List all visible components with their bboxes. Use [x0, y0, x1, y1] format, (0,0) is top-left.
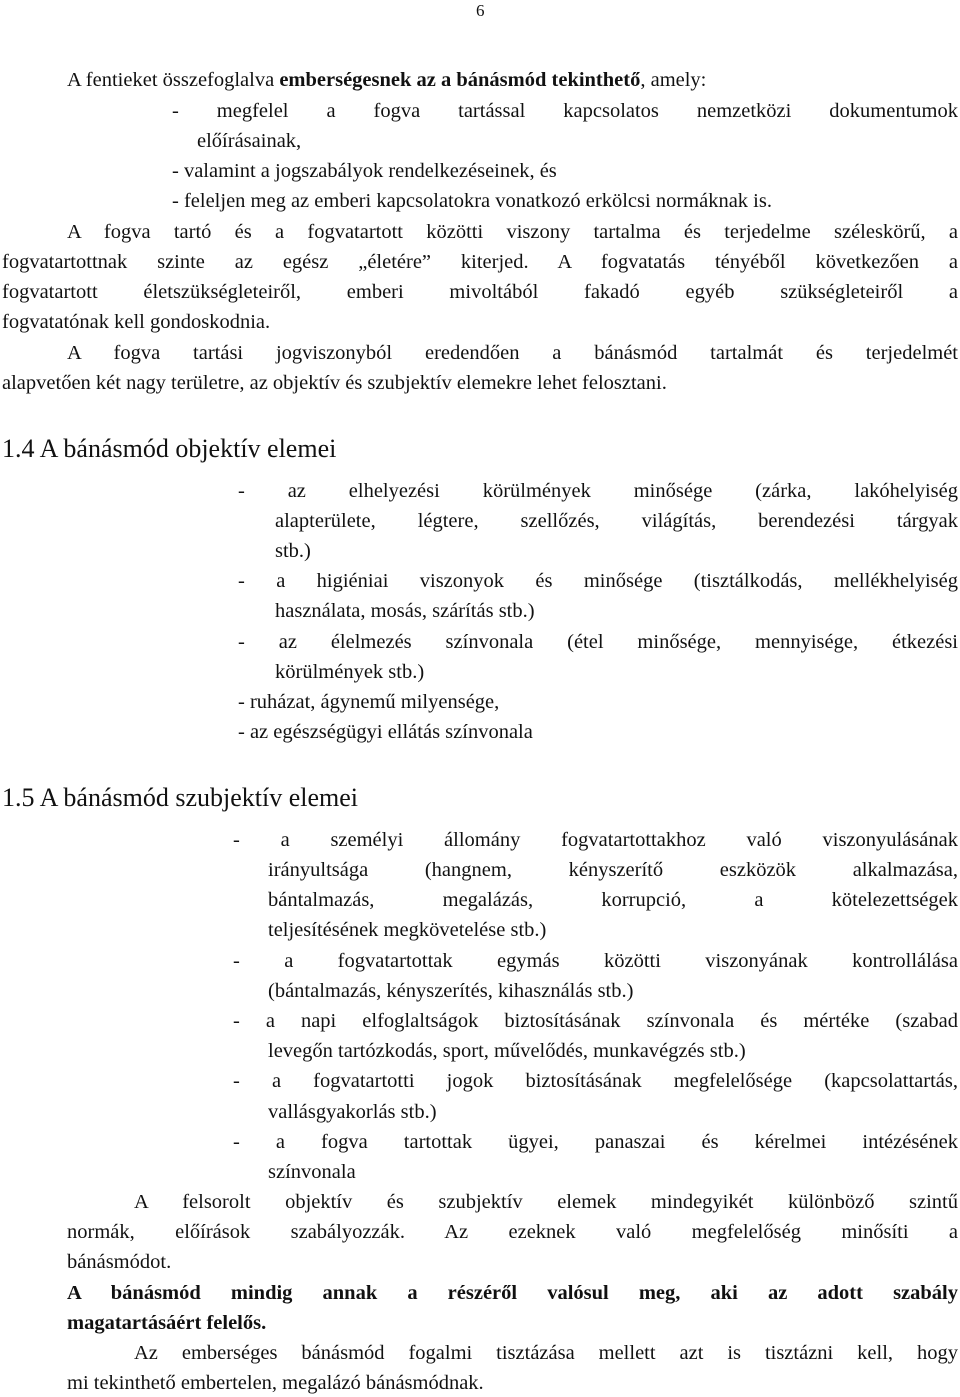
subjective-item-1-cont-1: irányultsága (hangnem, kényszerítő eszközök alkalmazása,: [268, 859, 958, 881]
subjective-item-5-cont: színvonala: [268, 1161, 356, 1183]
paragraph1-line-4: fogvatatónak kell gondoskodnia.: [2, 311, 271, 333]
subjective-item-2-cont: (bántalmazás, kényszerítés, kihasználás stb.): [268, 980, 634, 1002]
subjective-item-3-cont: levegőn tartózkodás, sport, művelődés, munkavégzés stb.): [268, 1040, 746, 1062]
closing-bold-line-2: magatartásáért felelős.: [67, 1312, 267, 1334]
intro-item-1: - megfelel a fogva tartással kapcsolatos nemzetközi dokumentumok: [172, 100, 958, 122]
objective-item-1-cont-2: stb.): [275, 540, 311, 562]
objective-item-1-cont-1: alapterülete, légtere, szellőzés, világítás, berendezési tárgyak: [275, 510, 958, 532]
subjective-item-1-cont-3: teljesítésének megkövetelése stb.): [268, 919, 547, 941]
objective-item-3: - az élelmezés színvonala (étel minősége, mennyisége, étkezési: [238, 631, 958, 653]
intro-lead-bold: emberségesnek az a bánásmód tekinthető: [279, 69, 641, 91]
page-number: 6: [476, 1, 485, 20]
objective-item-3-cont: körülmények stb.): [275, 661, 425, 683]
intro-item-1-cont: előírásainak,: [197, 130, 302, 152]
paragraph1-line-2: fogvatartottnak szinte az egész „életére” kiterjed. A fogvatatás tényéből következően a: [2, 251, 958, 273]
paragraph1-line-1: A fogva tartó és a fogvatartott közötti viszony tartalma és terjedelme széleskörű, a: [67, 221, 958, 243]
closing-para1-line-1: A felsorolt objektív és szubjektív elemek mindegyikét különböző szintű: [134, 1191, 958, 1213]
subjective-item-3: - a napi elfoglaltságok biztosításának színvonala és mértéke (szabad: [233, 1010, 958, 1032]
objective-item-2: - a higiéniai viszonyok és minősége (tisztálkodás, mellékhelyiség: [238, 570, 958, 592]
closing-para1-line-2: normák, előírások szabályozzák. Az ezeknek való megfelelőség minősíti a: [67, 1221, 958, 1243]
objective-item-1: - az elhelyezési körülmények minősége (zárka, lakóhelyiség: [238, 480, 958, 502]
intro-item-3: - feleljen meg az emberi kapcsolatokra vonatkozó erkölcsi normáknak is.: [172, 190, 772, 212]
subjective-item-1: - a személyi állomány fogvatartottakhoz való viszonyulásának: [233, 829, 958, 851]
objective-item-5: - az egészségügyi ellátás színvonala: [238, 721, 533, 743]
closing-para2-line-2: mi tekinthető embertelen, megalázó bánásmódnak.: [67, 1372, 484, 1394]
paragraph2-line-2: alapvetően két nagy területre, az objektív és szubjektív elemekre lehet felosztani.: [2, 372, 667, 394]
section-14-heading: 1.4 A bánásmód objektív elemei: [2, 434, 337, 463]
section-15-heading: 1.5 A bánásmód szubjektív elemei: [2, 783, 358, 812]
intro-lead-pre: A fentieket összefoglalva: [67, 69, 280, 91]
subjective-item-5: - a fogva tartottak ügyei, panaszai és kérelmei intézésének: [233, 1131, 958, 1153]
intro-lead: [67, 70, 706, 91]
paragraph1-line-3: fogvatartott életszükségleteiről, emberi mivoltából fakadó egyéb szükségleteiről a: [2, 281, 958, 303]
intro-item-2: - valamint a jogszabályok rendelkezéseinek, és: [172, 160, 557, 182]
objective-item-2-cont: használata, mosás, szárítás stb.): [275, 600, 535, 622]
subjective-item-1-cont-2: bántalmazás, megalázás, korrupció, a kötelezettségek: [268, 889, 958, 911]
closing-para1-line-3: bánásmódot.: [67, 1251, 172, 1273]
subjective-item-4-cont: vallásgyakorlás stb.): [268, 1101, 437, 1123]
objective-item-4: - ruházat, ágynemű milyensége,: [238, 691, 500, 713]
subjective-item-2: - a fogvatartottak egymás közötti viszonyának kontrollálása: [233, 950, 958, 972]
closing-bold-line-1: A bánásmód mindig annak a részéről valósul meg, aki az adott szabály: [67, 1282, 958, 1304]
intro-lead-post: , amely:: [640, 69, 707, 91]
closing-para2-line-1: Az emberséges bánásmód fogalmi tisztázása mellett azt is tisztázni kell, hogy: [134, 1342, 958, 1364]
paragraph2-line-1: A fogva tartási jogviszonyból eredendően a bánásmód tartalmát és terjedelmét: [67, 342, 958, 364]
subjective-item-4: - a fogvatartotti jogok biztosításának megfelelősége (kapcsolattartás,: [233, 1070, 958, 1092]
